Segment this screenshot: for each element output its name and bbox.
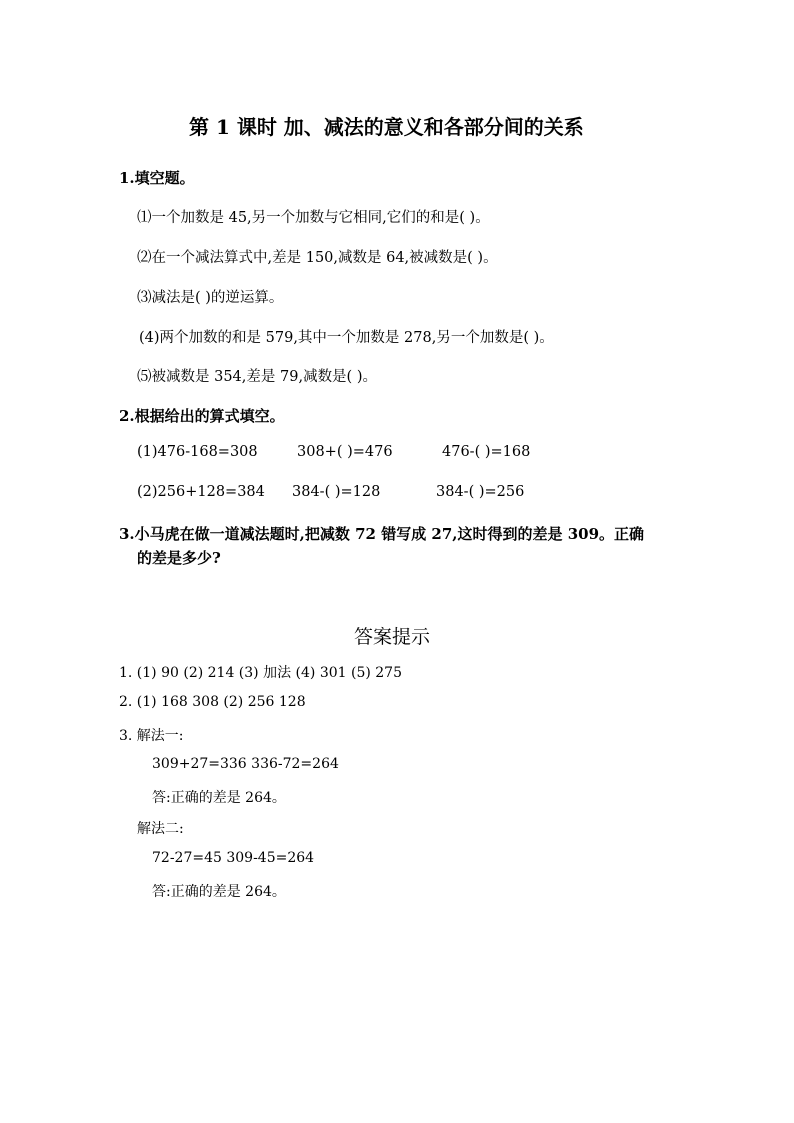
question-1-item-2: ⑵在一个减法算式中,差是 150,减数是 64,被减数是( )。 [137,250,498,266]
question-2-heading: 2.根据给出的算式填空。 [119,407,285,425]
question-2-row-2-blank-a: 384-( )=128 [292,484,381,500]
question-3-line-2: 的差是多少? [137,549,221,567]
answer-3-method-2-calculation: 72-27=45 309-45=264 [152,850,315,866]
question-1-item-5: ⑸被减数是 354,差是 79,减数是( )。 [137,369,377,385]
answer-3-label: 3. 解法一: [119,728,184,744]
answer-2: 2. (1) 168 308 (2) 256 128 [119,694,306,710]
question-2-row-1-blank-b: 476-( )=168 [442,444,531,460]
question-2-row-2-blank-b: 384-( )=256 [436,484,525,500]
answer-3-method-1-answer: 答:正确的差是 264。 [152,790,286,806]
question-2-row-1-blank-a: 308+( )=476 [297,444,393,460]
page-title: 第 1 课时 加、减法的意义和各部分间的关系 [189,115,584,139]
question-1-heading: 1.填空题。 [119,169,195,187]
answer-3-method-1-calculation: 309+27=336 336-72=264 [152,756,339,772]
question-2-row-2-given: (2)256+128=384 [137,484,265,500]
question-1-item-1: ⑴一个加数是 45,另一个加数与它相同,它们的和是( )。 [137,210,490,226]
answer-3-method-2-label: 解法二: [137,821,184,837]
answers-heading: 答案提示 [354,626,431,648]
question-1-item-4: (4)两个加数的和是 579,其中一个加数是 278,另一个加数是( )。 [139,330,554,346]
question-1-item-3: ⑶减法是( )的逆运算。 [137,290,284,306]
question-3-line-1: 3.小马虎在做一道减法题时,把减数 72 错写成 27,这时得到的差是 309。正确 [119,525,645,543]
answer-1: 1. (1) 90 (2) 214 (3) 加法 (4) 301 (5) 275 [119,665,402,681]
question-2-row-1-given: (1)476-168=308 [137,444,258,460]
answer-3-method-2-answer: 答:正确的差是 264。 [152,884,286,900]
